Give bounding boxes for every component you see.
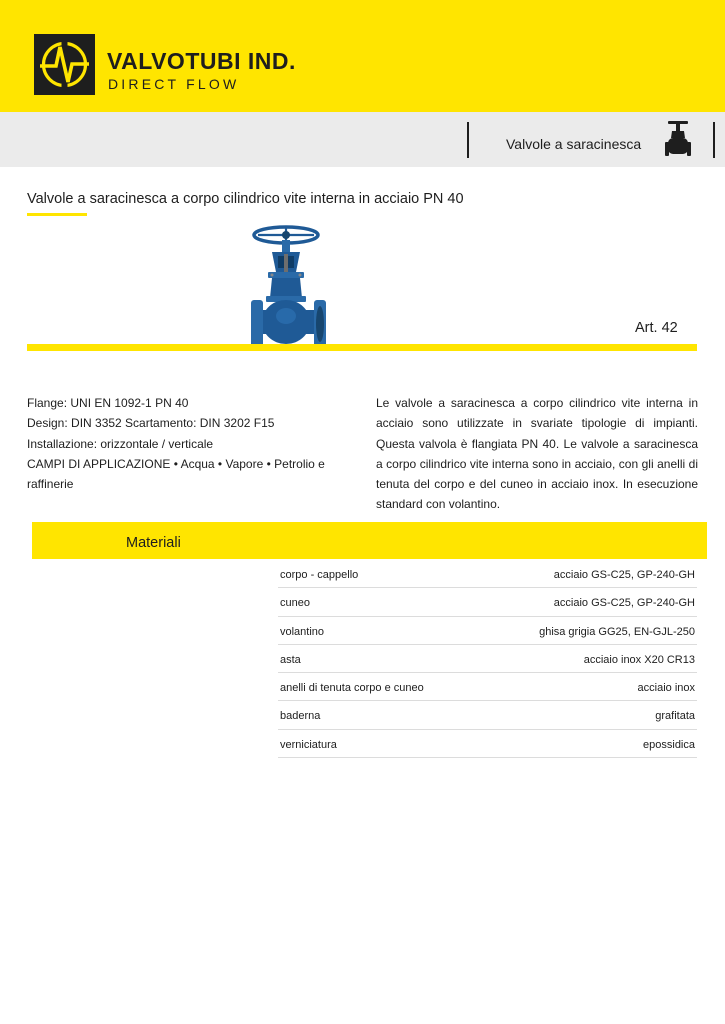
materials-table [278, 560, 697, 758]
material-part: corpo - cappello [280, 569, 359, 581]
material-value: acciaio GS-C25, GP-240-GH [553, 597, 695, 610]
article-number: Art. 42 [635, 320, 678, 336]
spec-list [27, 393, 353, 494]
product-description: Le valvole a saracinesca a corpo cilindrico vite interna in acciaio sono utilizzate in svariate tipologie di impianti. Questa valvola è flangiata PN 40. Le valvole a saracinesca a corpo cilindrico vite interna sono in acciaio, con gli anelli di tenuta del corpo e del cuneo in acciaio inox. In esecuzione standard con volantino. [376, 396, 698, 512]
materials-title: Materiali [126, 535, 181, 551]
page-header [0, 0, 725, 112]
table-row [278, 673, 697, 701]
table-row [278, 560, 697, 588]
material-part: asta [280, 653, 301, 666]
category-divider-left [467, 122, 469, 158]
category-divider-right [713, 122, 715, 158]
spec-installation: Installazione: orizzontale / verticale [27, 436, 214, 451]
table-row [278, 645, 697, 673]
spec-design: Design: DIN 3352 Scartamento: DIN 3202 F15 [27, 416, 275, 431]
gate-valve-icon [664, 120, 692, 160]
spec-flange: Flange: UNI EN 1092-1 PN 40 [27, 396, 189, 410]
table-row [278, 701, 697, 729]
material-value: grafitata [655, 710, 695, 723]
table-row [278, 588, 697, 616]
material-value: acciaio GS-C25, GP-240-GH [553, 569, 695, 581]
material-part: baderna [280, 710, 321, 723]
yellow-divider-band [27, 344, 697, 351]
material-part: volantino [280, 625, 325, 638]
product-image [248, 224, 334, 354]
material-part: cuneo [280, 597, 310, 610]
material-value: epossidica [643, 738, 695, 751]
table-row [278, 730, 697, 758]
material-value: acciaio inox [637, 682, 695, 695]
product-title: Valvole a saracinesca a corpo cilindrico vite interna in acciaio PN 40 [27, 191, 464, 207]
spec-applications: CAMPI DI APPLICAZIONE • Acqua • Vapore • Petrolio e raffinerie [27, 456, 325, 492]
material-value: ghisa grigia GG25, EN-GJL-250 [539, 625, 695, 638]
category-label: Valvole a saracinesca [506, 136, 642, 152]
material-value: acciaio inox X20 CR13 [583, 653, 695, 666]
brand-logo-icon [34, 34, 95, 95]
material-part: verniciatura [280, 738, 337, 751]
material-part: anelli di tenuta corpo e cuneo [280, 682, 424, 695]
brand-name: VALVOTUBI IND. [107, 48, 296, 74]
brand-tagline: DIRECT FLOW [108, 76, 240, 92]
title-underline [27, 213, 87, 216]
table-row [278, 617, 697, 645]
